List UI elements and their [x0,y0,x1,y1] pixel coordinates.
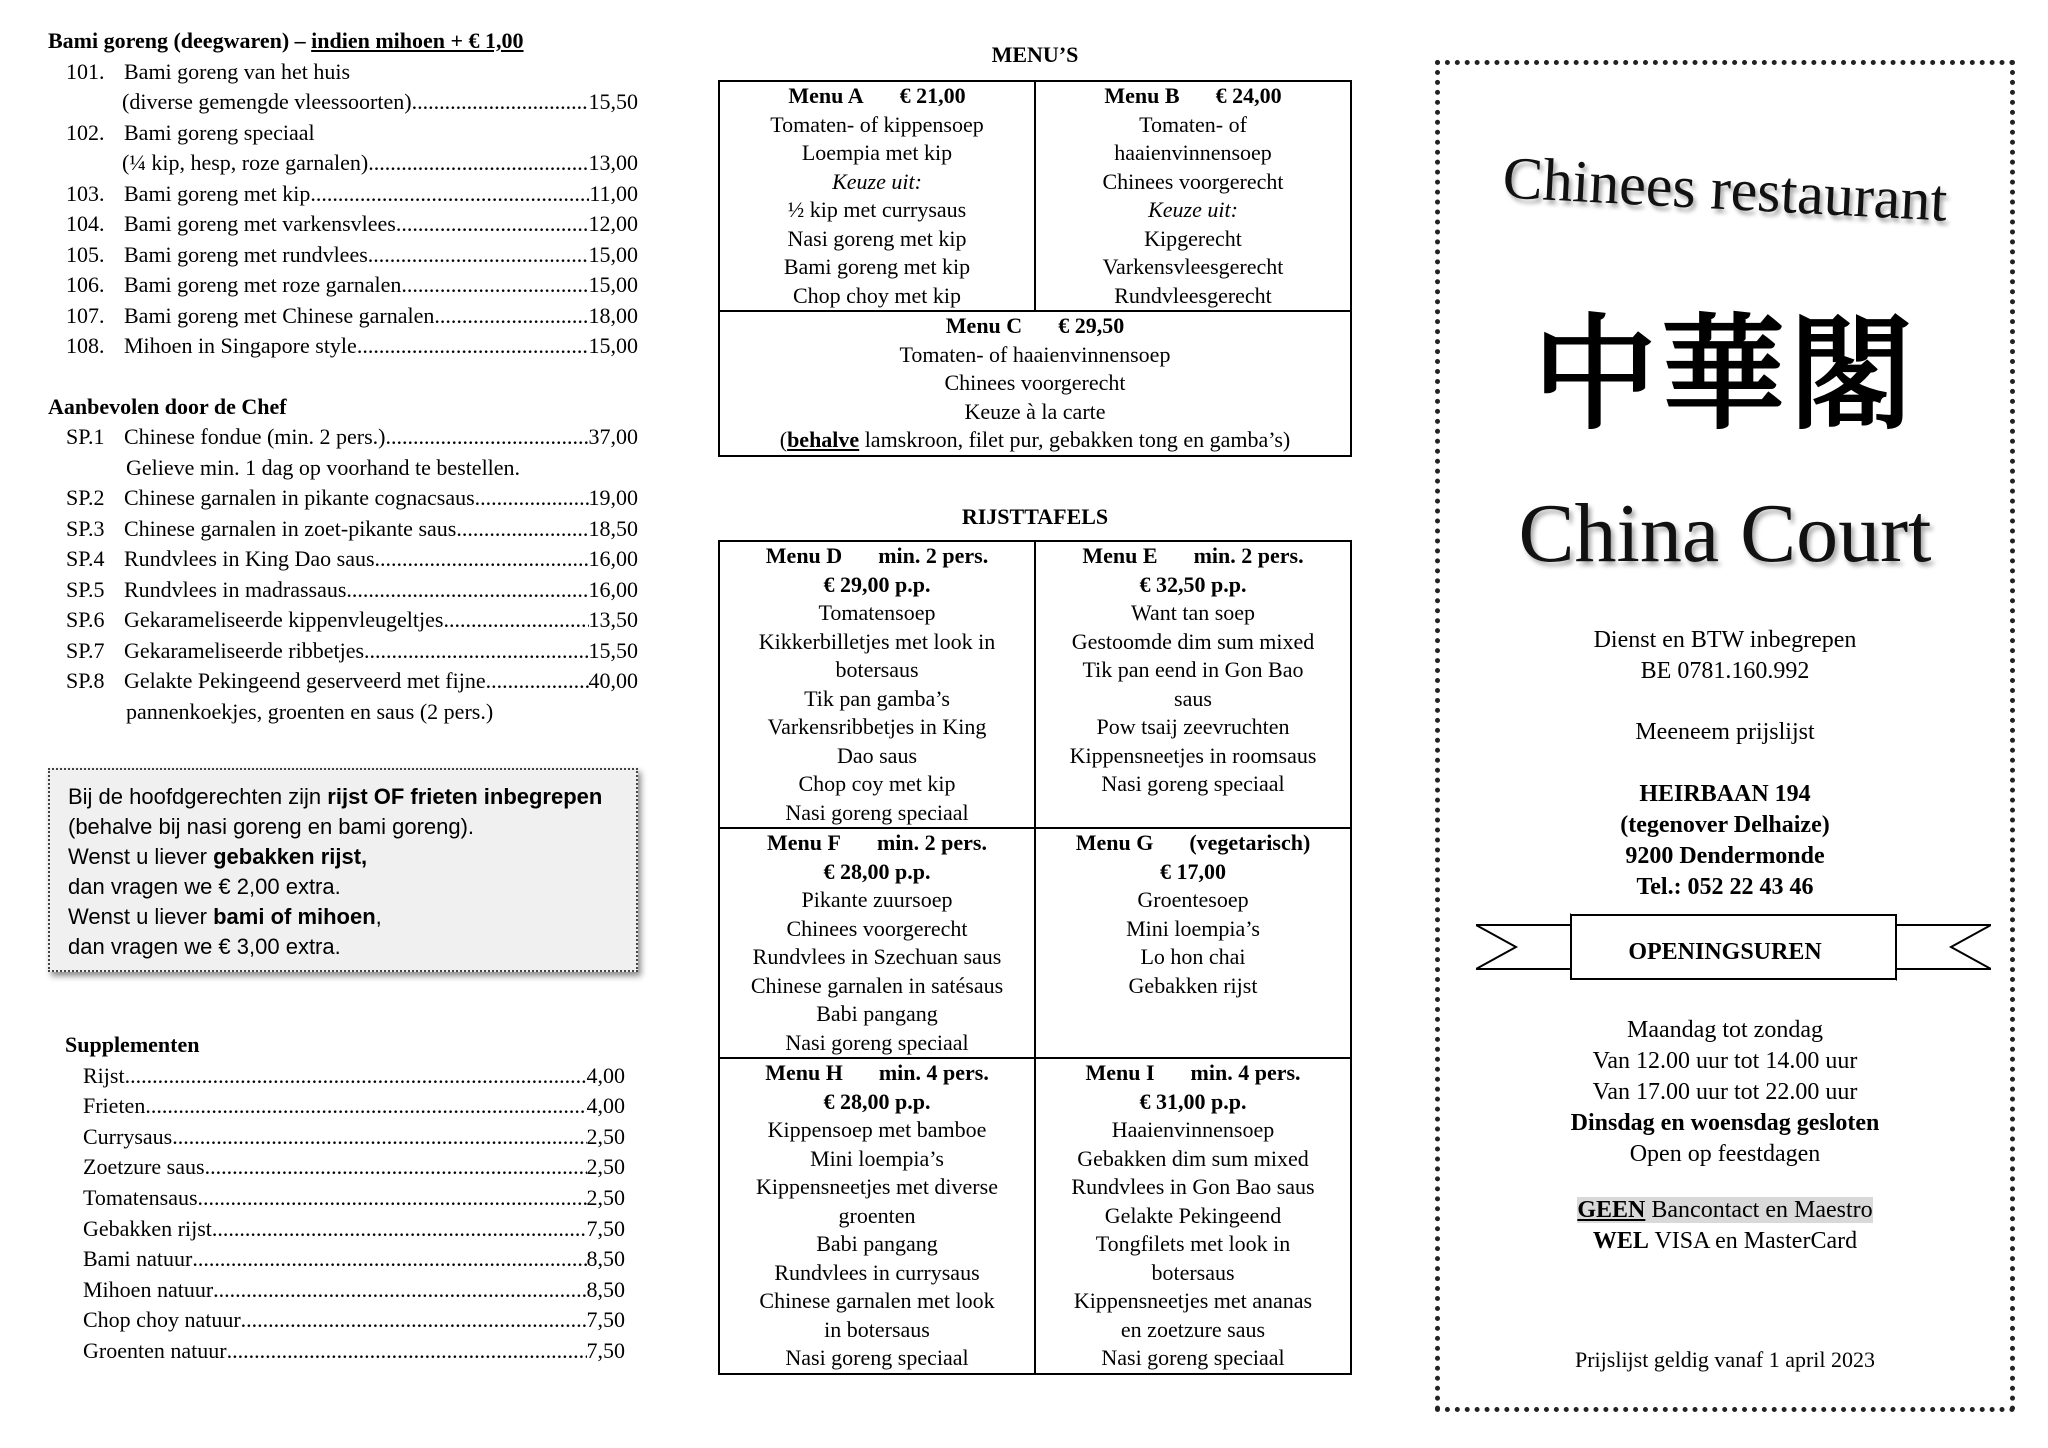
menu-item: 102. Bami goreng speciaal [66,119,315,145]
menu-item-note: Gelieve min. 1 dag op voorhand te bestellen. [126,454,521,480]
supplement-item: Chop choy natuur ..... 7,50 [65,1305,625,1336]
rijsttafels-table [718,540,1352,1375]
menus-table [718,80,1352,457]
supplement-item: Currysaus ..... 2,50 [65,1122,625,1153]
validity-note: Prijslijst geldig vanaf 1 april 2023 [1574,1347,1876,1372]
menu-item: SP.3 Chinese garnalen in zoet-pikante saus ..... 18,50 [48,514,638,545]
supplement-item: Bami natuur ..... 8,50 [65,1244,625,1275]
menu-g: Menu G (vegetarisch) € 17,00 Groentesoep Mini loempia’s Lo hon chai Gebakken rijst [1035,828,1351,1058]
menu-item: SP.1 Chinese fondue (min. 2 pers.) ..... 37,00 [48,422,638,453]
supplements-title: Supplementen [65,1032,200,1057]
left-column [48,0,638,727]
menu-f: Menu F min. 2 pers. € 28,00 p.p. Pikante zuursoep Chinees voorgerecht Rundvlees in Szechuan saus Chinese garnalen in satésaus Babi pangang Nasi goreng speciaal [719,828,1035,1058]
restaurant-name: China Court [1518,487,1932,580]
menu-item: 108. Mihoen in Singapore style ..... 15,00 [48,331,638,362]
takeaway-label: Meeneem prijslijst [1635,719,1815,745]
menu-h: Menu H min. 4 pers. € 28,00 p.p. Kippensoep met bamboe Mini loempia’s Kippensneetjes met diverse groenten Babi pangang Rundvlees in currysaus Chinese garnalen met look in botersaus Nasi goreng speciaal [719,1058,1035,1374]
menu-d: Menu D min. 2 pers. € 29,00 p.p. Tomatensoep Kikkerbilletjes met look in botersaus Tik pan gamba’s Varkensribbetjes in King Dao saus Chop coy met kip Nasi goreng speciaal [719,541,1035,828]
supplement-item: Frieten ..... 4,00 [65,1091,625,1122]
menu-item: SP.6 Gekarameliseerde kippenvleugeltjes ..... 13,50 [48,605,638,636]
cover-panel [1435,60,2015,1412]
vat-info: Dienst en BTW inbegrepen BE 0781.160.992 [1593,627,1857,684]
menu-a: Menu A € 21,00 Tomaten- of kippensoep Loempia met kip Keuze uit: ½ kip met currysaus Nasi goreng met kip Bami goreng met kip Chop choy met kip [719,81,1035,311]
menu-item-note: (diverse gemengde vleessoorten) ..... 15,50 [48,87,638,118]
opening-hours-title: OPENINGSUREN [1628,939,1822,965]
supplement-item: Rijst ..... 4,00 [65,1061,625,1092]
menu-item-note: pannenkoekjes, groenten en saus (2 pers.) [126,698,494,724]
menu-b: Menu B € 24,00 Tomaten- of haaienvinnensoep Chinees voorgerecht Keuze uit: Kipgerecht Varkensvleesgerecht Rundvleesgerecht [1035,81,1351,311]
menu-item: SP.2 Chinese garnalen in pikante cognacsaus ..... 19,00 [48,483,638,514]
menu-item: SP.7 Gekarameliseerde ribbetjes ..... 15,50 [48,636,638,667]
menu-item: 107. Bami goreng met Chinese garnalen ..... 18,00 [48,301,638,332]
menu-item: 103. Bami goreng met kip ..... 11,00 [48,179,638,210]
menu-c: Menu C € 29,50 Tomaten- of haaienvinnensoep Chinees voorgerecht Keuze à la carte (behalve lamskroon, filet pur, gebakken tong en gamba’s) [719,311,1351,456]
supplement-item: Tomatensaus ..... 2,50 [65,1183,625,1214]
menu-item: SP.5 Rundvlees in madrassaus ..... 16,00 [48,575,638,606]
menu-e: Menu E min. 2 pers. € 32,50 p.p. Want tan soep Gestoomde dim sum mixed Tik pan eend in Gon Bao saus Pow tsaij zeevruchten Kippensneetjes in roomsaus Nasi goreng speciaal [1035,541,1351,828]
restaurant-type: Chinees restaurant [1501,144,1949,234]
payment-info: GEEN Bancontact en Maestro WEL VISA en MasterCard [1577,1197,1873,1254]
supplements [65,1030,625,1367]
menu-item: SP.8 Gelakte Pekingeend geserveerd met fijne ..... 40,00 [48,666,638,697]
address: HEIRBAAN 194 (tegenover Delhaize) 9200 Dendermonde Tel.: 052 22 43 46 [1620,781,1830,900]
noodles-title: Bami goreng (deegwaren) – indien mihoen + € 1,00 [48,28,524,53]
menu-item: 101. Bami goreng van het huis [66,58,351,84]
menu-item: 106. Bami goreng met roze garnalen ..... 15,00 [48,270,638,301]
menu-item-note: (¼ kip, hesp, roze garnalen) ..... 13,00 [48,148,638,179]
supplement-item: Mihoen natuur ..... 8,50 [65,1275,625,1306]
menus-title: MENU’S [991,42,1079,67]
menu-item: 104. Bami goreng met varkensvlees ..... 12,00 [48,209,638,240]
opening-hours: Maandag tot zondag Van 12.00 uur tot 14.00 uur Van 17.00 uur tot 22.00 uur Dinsdag en woensdag gesloten Open op feestdagen [1570,1017,1880,1167]
supplement-item: Zoetzure saus ..... 2,50 [65,1152,625,1183]
chef-title: Aanbevolen door de Chef [48,393,287,419]
menu-item: SP.4 Rundvlees in King Dao saus ..... 16,00 [48,544,638,575]
chinese-calligraphy: 中華閣 [1532,303,1917,447]
menu-i: Menu I min. 4 pers. € 31,00 p.p. Haaienvinnensoep Gebakken dim sum mixed Rundvlees in Gon Bao saus Gelakte Pekingeend Tongfilets met look in botersaus Kippensneetjes met ananas en zoetzure saus Nasi goreng speciaal [1035,1058,1351,1374]
supplement-item: Gebakken rijst ..... 7,50 [65,1214,625,1245]
notice-box: Bij de hoofdgerechten zijn rijst OF frieten inbegrepen (behalve bij nasi goreng en bami goreng). Wenst u liever gebakken rijst, dan vragen we € 2,00 extra. Wenst u liever bami of mihoen, dan vragen we € 3,00 extra. [48,768,638,972]
menu-item: 105. Bami goreng met rundvlees ..... 15,00 [48,240,638,271]
rijsttafels-title: RIJSTTAFELS [961,504,1109,529]
supplement-item: Groenten natuur ..... 7,50 [65,1336,625,1367]
